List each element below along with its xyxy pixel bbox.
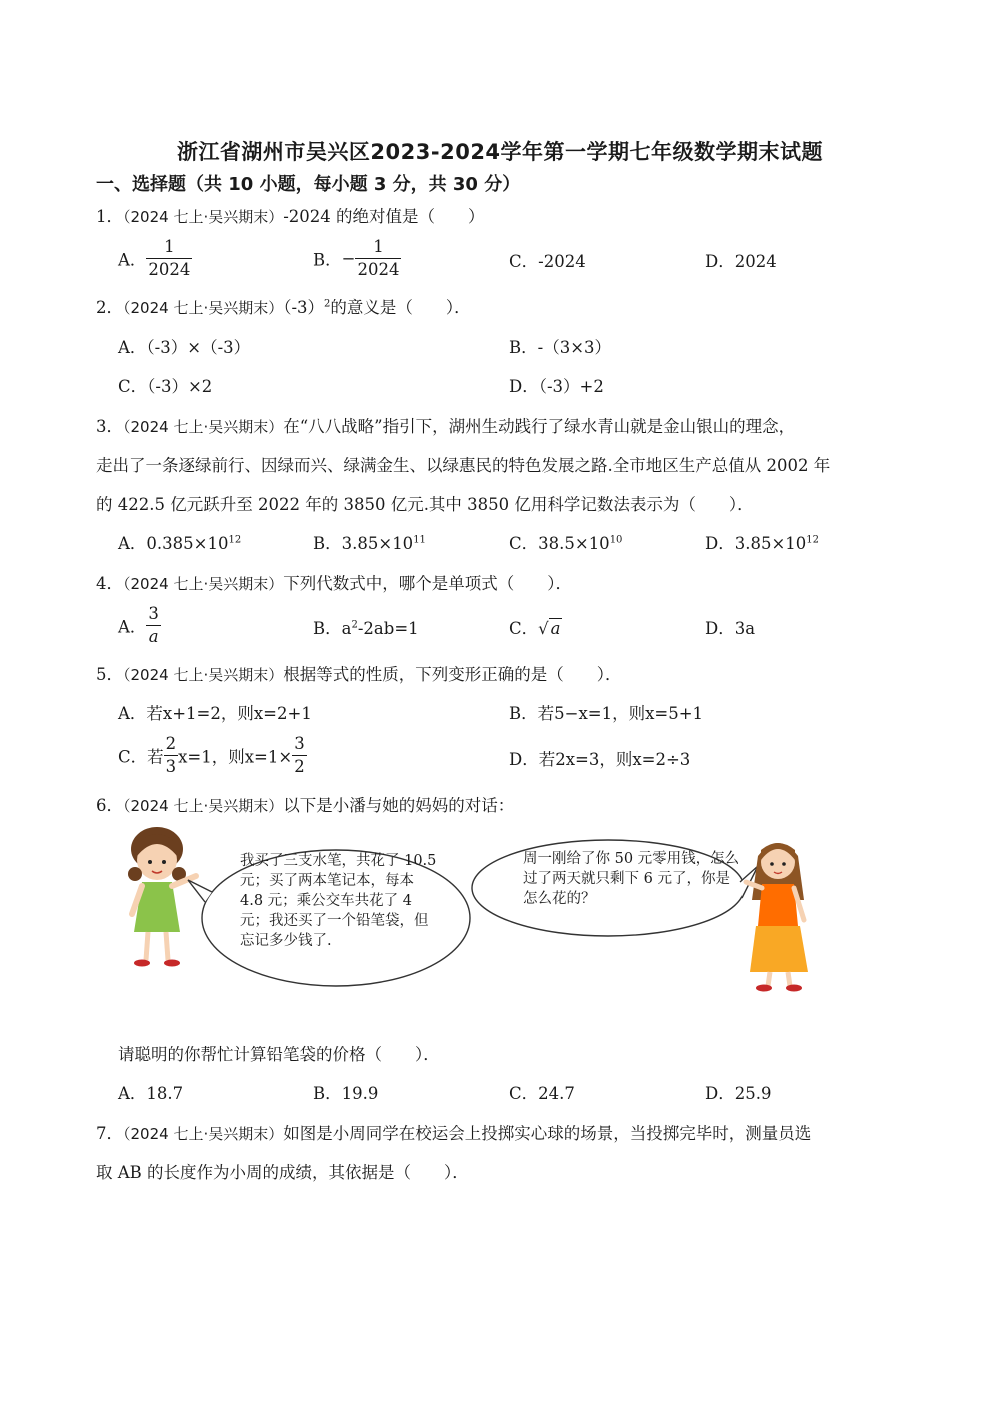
speech-text-left: 我买了三支水笔，共花了 10.5 元；买了两本笔记本，每本 4.8 元；乘公交车共花了 4 元；我还买了一个铅笔袋，但忘记多少钱了.	[240, 853, 437, 949]
stem-base: （-3）	[283, 298, 325, 317]
option-text: D．3.85×10	[705, 534, 807, 553]
option-a: A．18.7	[118, 1084, 184, 1103]
source-tag: （2024 七上·吴兴期末）	[123, 575, 284, 593]
exponent: 12	[228, 534, 242, 546]
denominator: a	[148, 627, 159, 646]
source-tag: （2024 七上·吴兴期末）	[123, 797, 284, 815]
option-label: A．	[118, 250, 147, 270]
girl-figure	[128, 827, 196, 967]
numerator: 3	[292, 733, 307, 756]
option-text: A．0.385×10	[118, 534, 229, 553]
option-d: D．（-3）+2	[509, 377, 604, 396]
mother-figure	[746, 843, 808, 992]
question-number: 4．	[96, 574, 123, 593]
denominator: 2024	[357, 260, 400, 279]
option-d: D．若2x=3，则x=2÷3	[509, 750, 691, 769]
question-5	[96, 661, 621, 685]
denominator: 3	[165, 757, 177, 776]
question-number: 2．	[96, 298, 123, 317]
exponent: 12	[806, 534, 820, 546]
option-d: D．3a	[705, 619, 756, 638]
source-tag: （2024 七上·吴兴期末）	[123, 666, 284, 684]
option-text: x=1，则x=1×	[178, 747, 293, 767]
source-tag: （2024 七上·吴兴期末）	[123, 299, 284, 317]
fraction	[164, 733, 179, 778]
numerator: 1	[146, 236, 192, 259]
question-stem-line: 取 AB 的长度作为小周的成绩，其依据是（ ）．	[96, 1163, 469, 1182]
question-number: 3．	[96, 417, 123, 436]
option-text: C．38.5×10	[509, 534, 610, 553]
sqrt-icon: √	[538, 619, 549, 638]
fraction	[146, 236, 192, 281]
question-stem: 根据等式的性质，下列变形正确的是（ ）．	[283, 665, 622, 684]
option-c	[509, 530, 622, 554]
option-a	[118, 603, 161, 648]
option-text: B．3.85×10	[313, 534, 414, 553]
question-stem-line: 在“八八战略”指引下，湖州生动践行了绿水青山就是金山银山的理念，	[283, 417, 796, 436]
exponent: 10	[609, 534, 623, 546]
option-label: A．	[118, 617, 147, 637]
numerator: 3	[146, 603, 161, 626]
option-b	[313, 615, 419, 639]
question-number: 6．	[96, 796, 123, 815]
question-2	[96, 294, 471, 318]
option-c	[118, 733, 307, 778]
option-text: -2ab=1	[357, 619, 419, 638]
option-label: B．	[313, 250, 342, 270]
denominator: 2	[294, 757, 305, 776]
option-a: A．若x+1=2，则x=2+1	[118, 704, 312, 723]
question-stem: 以下是小潘与她的妈妈的对话：	[283, 796, 515, 815]
source-tag: （2024 七上·吴兴期末）	[123, 418, 284, 436]
option-b	[313, 530, 426, 554]
exponent: 11	[413, 534, 426, 546]
option-a: A．（-3）×（-3）	[118, 338, 251, 357]
question-stem-line: 走出了一条逐绿前行、因绿而兴、绿满金生、以绿惠民的特色发展之路.全市地区生产总值从 2002 年	[96, 456, 831, 475]
question-4	[96, 570, 572, 594]
fraction	[146, 603, 161, 648]
question-6	[96, 792, 514, 816]
option-d: D．2024	[705, 252, 777, 271]
question-number: 5．	[96, 665, 123, 684]
option-b: B．-（3×3）	[509, 338, 612, 357]
option-c: C．24.7	[509, 1084, 575, 1103]
question-3	[96, 413, 795, 437]
question-stem: 下列代数式中，哪个是单项式（ ）．	[283, 574, 572, 593]
radicand: a	[550, 619, 561, 638]
question-1	[96, 203, 485, 227]
question-stem-line: 如图是小周同学在校运会上投掷实心球的场景，当投掷完毕时，测量员选	[283, 1124, 812, 1143]
question-stem: 的意义是（ ）．	[330, 298, 471, 317]
option-b	[313, 236, 401, 281]
option-c: C．-2024	[509, 252, 586, 271]
minus-sign: −	[341, 249, 356, 268]
option-label: C．	[509, 619, 539, 638]
option-text: C．若	[118, 747, 164, 767]
speech-text-right: 周一刚给了你 50 元零用钱，怎么过了两天就只剩下 6 元了，你是怎么花的？	[523, 851, 740, 907]
option-a	[118, 530, 241, 554]
variable: a	[341, 619, 352, 638]
denominator: 2024	[148, 260, 191, 279]
exponent: 2	[351, 619, 358, 631]
numerator: 1	[355, 236, 401, 259]
stem-exponent: 2	[324, 298, 331, 310]
numerator: 2	[164, 733, 179, 756]
option-label: B．	[313, 619, 342, 638]
option-b: B．若5−x=1，则x=5+1	[509, 704, 704, 723]
option-a	[118, 236, 192, 281]
question-number: 7．	[96, 1124, 123, 1143]
question-stem: -2024 的绝对值是（ ）	[283, 207, 485, 226]
option-c: C．（-3）×2	[118, 377, 213, 396]
section-heading: 一、选择题（共 10 小题，每小题 3 分，共 30 分）	[96, 174, 521, 195]
question-7	[96, 1120, 811, 1144]
option-c	[509, 615, 562, 639]
option-d: D．25.9	[705, 1084, 772, 1103]
fraction	[355, 236, 401, 281]
question-6-prompt: 请聪明的你帮忙计算铅笔袋的价格（ ）．	[118, 1045, 440, 1064]
option-b: B．19.9	[313, 1084, 379, 1103]
page-title: 浙江省湖州市吴兴区2023-2024学年第一学期七年级数学期末试题	[176, 140, 824, 164]
question-number: 1．	[96, 207, 123, 226]
question-stem-line: 的 422.5 亿元跃升至 2022 年的 3850 亿元.其中 3850 亿用科学记数法表示为（ ）．	[96, 495, 754, 514]
source-tag: （2024 七上·吴兴期末）	[123, 1125, 284, 1143]
source-tag: （2024 七上·吴兴期末）	[123, 208, 284, 226]
fraction	[292, 733, 307, 778]
option-d	[705, 530, 819, 554]
